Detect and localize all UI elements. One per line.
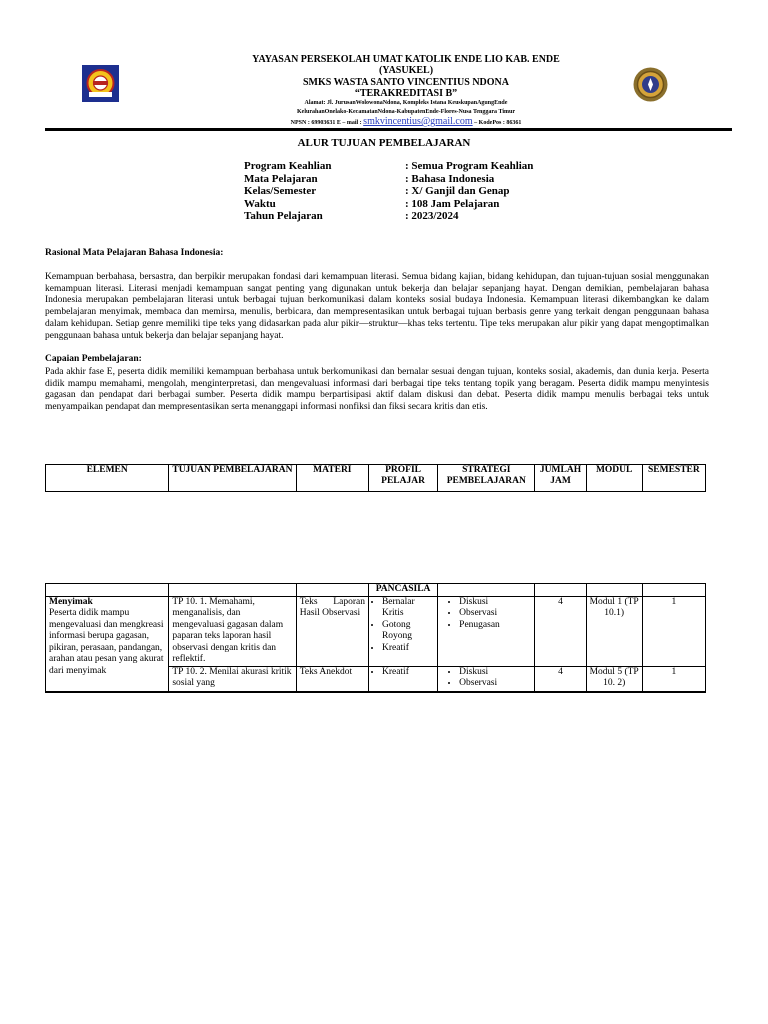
rasional-heading: Rasional Mata Pelajaran Bahasa Indonesia: — [45, 248, 224, 258]
empty-cell — [296, 584, 368, 597]
info-label: Tahun Pelajaran — [244, 210, 323, 222]
profil-item: • Gotong Royong — [382, 620, 434, 643]
empty-cell — [438, 584, 535, 597]
semester-cell: 1 — [642, 666, 705, 692]
header-school-name: SMKS WASTA SANTO VINCENTIUS NDONA — [303, 77, 509, 88]
profil-item: • Kreatif — [382, 667, 434, 679]
strategi-item: • Observasi — [459, 678, 531, 690]
table-row — [46, 584, 706, 597]
email-link[interactable]: smkvincentius@gmail.com — [363, 116, 473, 127]
elemen-desc: Peserta didik mampu mengevaluasi dan mengkreasi informasi berupa gagasan, pikiran, perasaan, pandangan, arahan atau pesan yang akurat dari menyimak — [49, 608, 164, 676]
strategi-cell — [438, 666, 535, 692]
th-profil: PROFIL PELAJAR — [368, 465, 437, 492]
profil-item: • Kreatif — [382, 643, 434, 655]
empty-cell — [586, 584, 642, 597]
elemen-title: Menyimak — [49, 596, 93, 607]
capaian-heading: Capaian Pembelajaran: — [45, 354, 142, 364]
th-strategi: STRATEGI PEMBELAJARAN — [438, 465, 535, 492]
th-elemen: ELEMEN — [46, 465, 169, 492]
info-value: : Bahasa Indonesia — [405, 172, 495, 185]
strategi-cell — [438, 596, 535, 666]
table-header-row — [46, 465, 706, 492]
strategi-item: • Observasi — [459, 608, 531, 620]
empty-cell — [169, 584, 296, 597]
info-row — [244, 210, 533, 223]
semester-cell: 1 — [642, 596, 705, 666]
header-npsn: NPSN : 69903631 E – mail : — [290, 120, 364, 126]
strategi-item: • Diskusi — [459, 597, 531, 609]
capaian-text: Pada akhir fase E, peserta didik memiliki kemampuan berbahasa untuk berkomunikasi dan bernalar sesuai dengan tujuan, konteks sosial, akademis, dan dunia kerja. Peserta didik mampu memahami, mengolah, menginterpretasi, dan mengevaluasi informasi dari berbagai tipe teks tentang topik yang beragam. Peserta didik mampu menyintesis gagasan dan pendapat dari berbagai sumber. Peserta didik mampu berpartisipasi aktif dalam diskusi dan debat. Peserta didik mampu menulis berbagai teks untuk menyampaikan pendapat dan mempresentasikan serta menanggapi informasi nonfiksi dan fiksi secara kritis dan etis. — [45, 367, 709, 413]
info-row — [244, 198, 533, 211]
header-contact — [0, 117, 768, 128]
content-table — [45, 583, 706, 693]
profil-cell — [368, 596, 437, 666]
jam-cell: 4 — [535, 666, 586, 692]
table-row — [46, 596, 706, 666]
document-title: ALUR TUJUAN PEMBELAJARAN — [297, 137, 471, 149]
empty-cell — [642, 584, 705, 597]
strategi-item: • Diskusi — [459, 667, 531, 679]
jam-cell: 4 — [535, 596, 586, 666]
th-semester: SEMESTER — [642, 465, 705, 492]
profil-cell — [368, 666, 437, 692]
materi-cell: Teks Laporan Hasil Observasi — [296, 596, 368, 666]
info-value: : Semua Program Keahlian — [405, 160, 534, 172]
strategi-item: • Penugasan — [459, 620, 531, 632]
info-row — [244, 160, 533, 173]
header-address-2: KelurahanOnelako-KecamatanNdona-KabupatenEnde-Flores-Nusa Tenggara Timur — [296, 109, 516, 115]
info-label: Mata Pelajaran — [244, 172, 318, 185]
th-materi: MATERI — [296, 465, 368, 492]
info-row — [244, 173, 533, 186]
pancasila-label: PANCASILA — [368, 584, 437, 597]
th-modul: MODUL — [586, 465, 642, 492]
tujuan-cell: TP 10. 2. Menilai akurasi kritik sosial yang — [169, 666, 296, 692]
header-divider — [45, 128, 732, 131]
profil-item: • Bernalar Kritis — [382, 597, 434, 620]
header-accreditation: “TERAKREDITASI B” — [354, 88, 458, 99]
empty-cell — [46, 584, 169, 597]
modul-cell: Modul 1 (TP 10.1) — [586, 596, 642, 666]
tujuan-cell: TP 10. 1. Memahami, menganalisis, dan mengevaluasi gagasan dalam paparan teks laporan hasil observasi dengan kritis dan reflektif. — [169, 596, 296, 666]
header-table — [45, 464, 706, 492]
materi-cell: Teks Anekdot — [296, 666, 368, 692]
th-tujuan: TUJUAN PEMBELAJARAN — [169, 465, 296, 492]
modul-cell: Modul 5 (TP 10. 2) — [586, 666, 642, 692]
info-row — [244, 185, 533, 198]
header-foundation: YAYASAN PERSEKOLAH UMAT KATOLIK ENDE LIO KAB. ENDE — [252, 54, 560, 65]
header-kodepos: – KodePos : 86361 — [472, 120, 522, 126]
info-label: Program Keahlian — [244, 160, 332, 172]
info-label: Waktu — [244, 197, 276, 210]
empty-cell — [535, 584, 586, 597]
info-value: : 108 Jam Pelajaran — [405, 197, 500, 210]
elemen-cell — [46, 596, 169, 692]
header-address-1: Alamat: Jl. JurusanWolowonaNdona, Kompleks Istana KeuskupanAgungEnde — [304, 100, 508, 106]
rasional-text: Kemampuan berbahasa, bersastra, dan berpikir merupakan fondasi dari kemampuan literasi. Semua bidang kajian, bidang kehidupan, dan tujuan-tujuan sosial menggunakan kemampuan literasi. Literasi menjadi kemampuan sangat penting yang digunakan untuk bekerja dan belajar sepanjang hayat. Dengan demikian, pembelajaran bahasa Indonesia merupakan pembelajaran literasi untuk berbagai tujuan berkomunikasi dalam konteks sosial budaya Indonesia. Kemampuan literasi dikembangkan ke dalam pembelajaran menyimak, membaca dan memirsa, menulis, berbicara, dan mempresentasikan untuk berbagai tujuan berbasis genre yang terkait dengan penggunaan bahasa dalam kehidupan. Setiap genre memiliki tipe teks yang didasarkan pada alur pikir—struktur—khas teks tertentu. Tipe teks merupakan alur pikir yang dapat mengoptimalkan penggunaan bahasa untuk bekerja dan belajar sepanjang hayat. — [45, 272, 709, 341]
header-foundation-abbr: (YASUKEL) — [378, 65, 434, 76]
info-value: : 2023/2024 — [405, 210, 459, 222]
info-label: Kelas/Semester — [244, 185, 317, 197]
info-value: : X/ Ganjil dan Genap — [405, 185, 510, 197]
info-block — [244, 160, 533, 223]
th-jumlah: JUMLAH JAM — [535, 465, 586, 492]
